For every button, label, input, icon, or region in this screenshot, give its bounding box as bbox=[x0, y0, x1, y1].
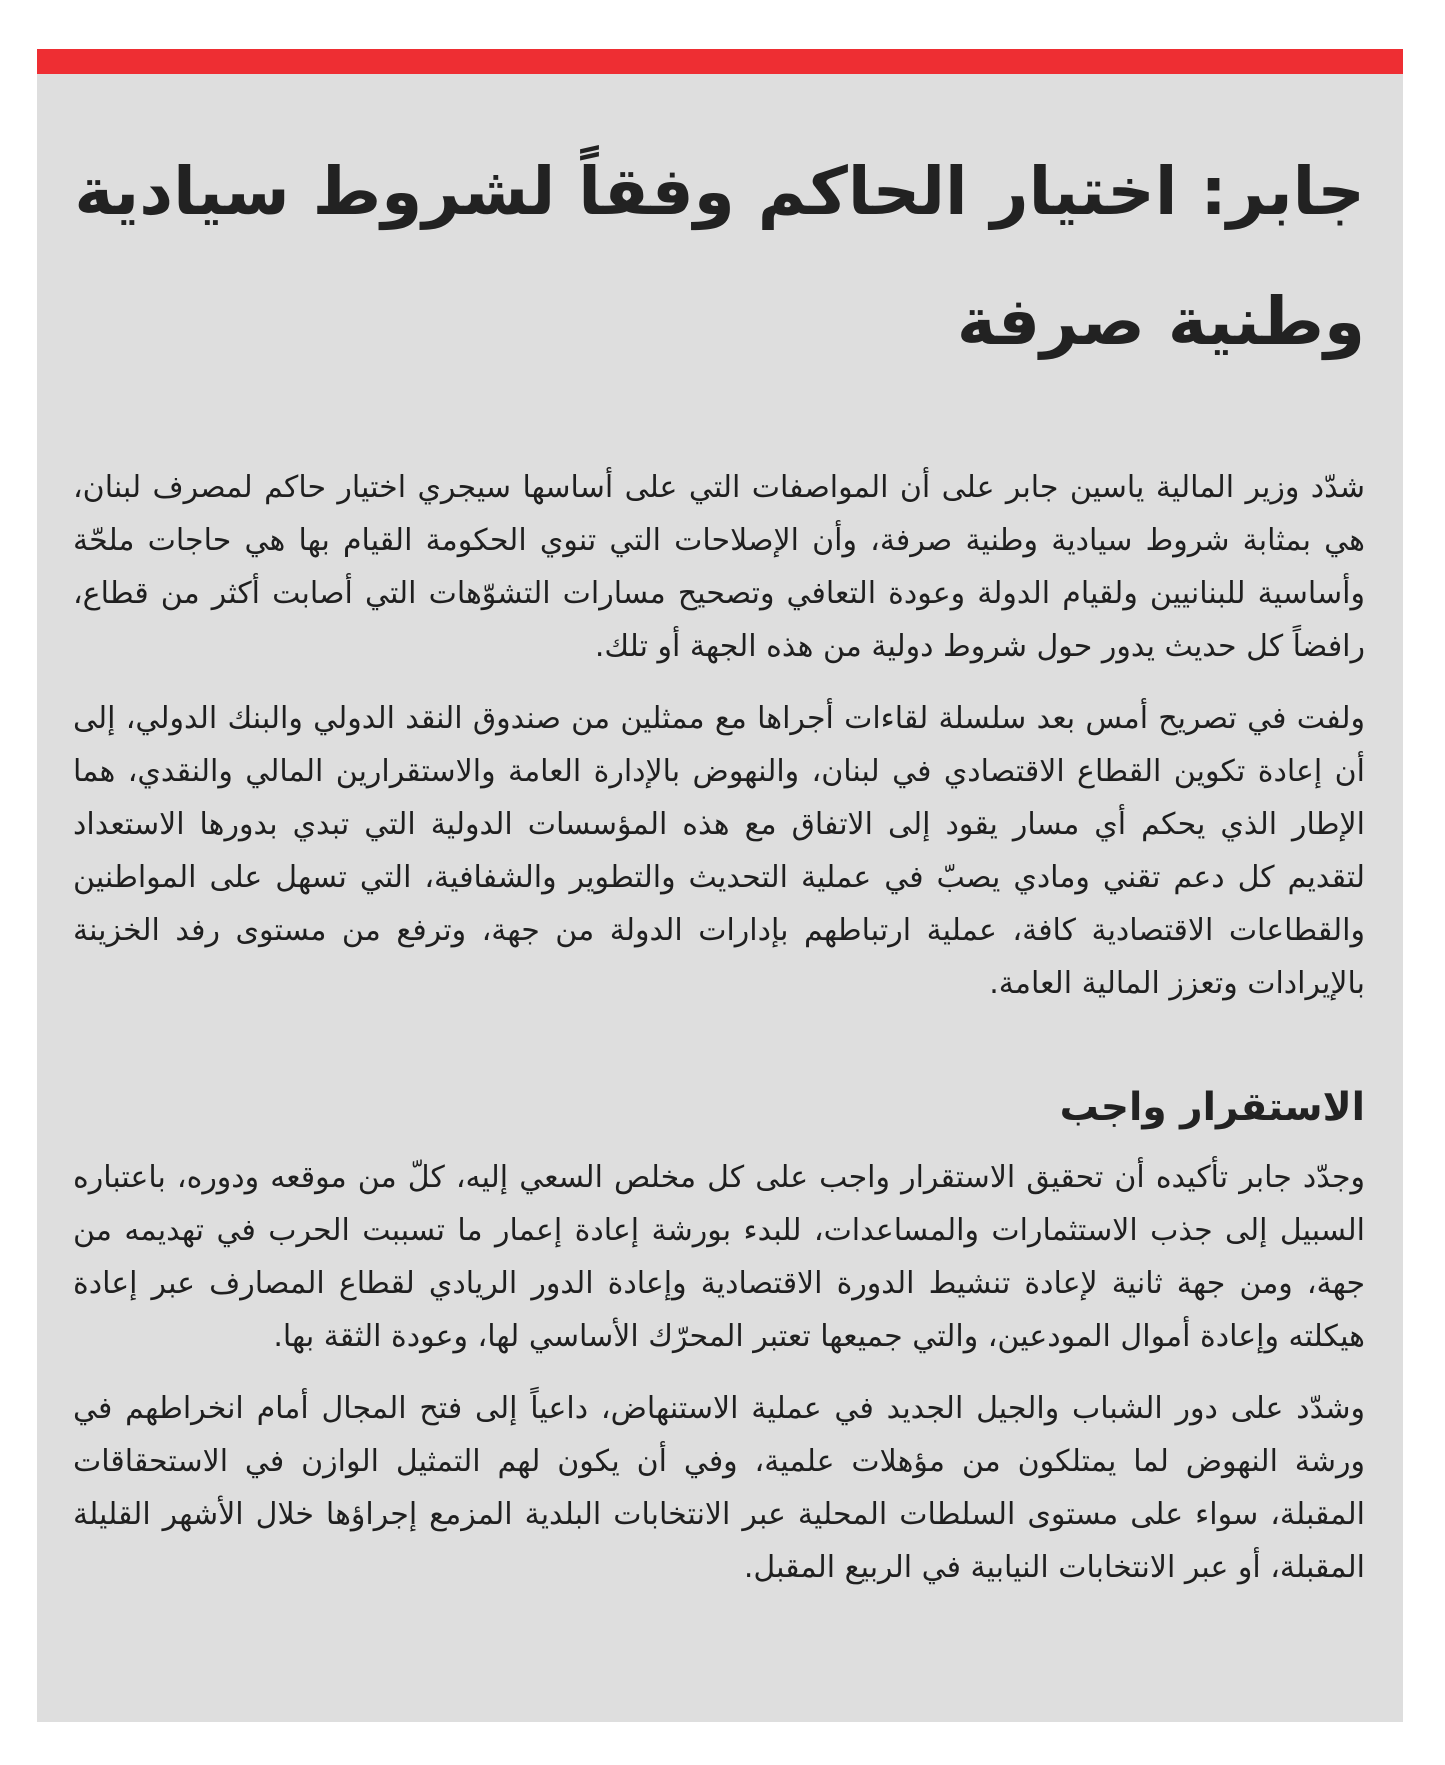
article-card bbox=[37, 49, 1403, 1722]
accent-bar bbox=[37, 49, 1403, 74]
paragraph-4: وشدّد على دور الشباب والجيل الجديد في عملية الاستنهاض، داعياً إلى فتح المجال أمام انخراطهم في ورشة النهوض لما يمتلكون من مؤهلات علمية، وفي أن يكون لهم التمثيل الوازن في الاستحقاقات المقبلة، سواء على مستوى السلطات المحلية عبر الانتخابات البلدية المزمع إجراؤها خلال الأشهر القليلة المقبلة، أو عبر الانتخابات النيابية في الربيع المقبل. bbox=[73, 1391, 1365, 1585]
paragraph-2: ولفت في تصريح أمس بعد سلسلة لقاءات أجراها مع ممثلين من صندوق النقد الدولي والبنك الدولي، إلى أن إعادة تكوين القطاع الاقتصادي في لبنان، والنهوض بالإدارة العامة والاستقرارين المالي والنقدي، هما الإطار الذي يحكم أي مسار يقود إلى الاتفاق مع هذه المؤسسات الدولية التي تبدي بدورها الاستعداد لتقديم كل دعم تقني ومادي يصبّ في عملية التحديث والتطوير والشفافية، التي تسهل على المواطنين والقطاعات الاقتصادية كافة، عملية ارتباطهم بإدارات الدولة من جهة، وترفع من مستوى رفد الخزينة بالإيرادات وتعزز المالية العامة. bbox=[73, 701, 1365, 1001]
subheading: الاستقرار واجب bbox=[1059, 1085, 1365, 1130]
article-content bbox=[73, 127, 1365, 1613]
section-body bbox=[73, 1151, 1365, 1594]
headline: جابر: اختيار الحاكم وفقاً لشروط سيادية وطنية صرفة bbox=[74, 153, 1365, 360]
paragraph-1: شدّد وزير المالية ياسين جابر على أن المواصفات التي على أساسها سيجري اختيار حاكم لمصرف لبنان، هي بمثابة شروط سيادية وطنية صرفة، وأن الإصلاحات التي تنوي الحكومة القيام بها هي حاجات ملحّة وأساسية للبنانيين ولقيام الدولة وعودة التعافي وتصحيح مسارات التشوّهات التي أصابت أكثر من قطاع، رافضاً كل حديث يدور حول شروط دولية من هذه الجهة أو تلك. bbox=[73, 470, 1365, 664]
article-body bbox=[73, 461, 1365, 1010]
paragraph-3: وجدّد جابر تأكيده أن تحقيق الاستقرار واجب على كل مخلص السعي إليه، كلّ من موقعه ودوره، باعتباره السبيل إلى جذب الاستثمارات والمساعدات، للبدء بورشة إعادة إعمار ما تسببت الحرب في تهديمه من جهة، ومن جهة ثانية لإعادة تنشيط الدورة الاقتصادية وإعادة الدور الريادي لقطاع المصارف عبر إعادة هيكلته وإعادة أموال المودعين، والتي جميعها تعتبر المحرّك الأساسي لها، وعودة الثقة بها. bbox=[73, 1160, 1365, 1354]
